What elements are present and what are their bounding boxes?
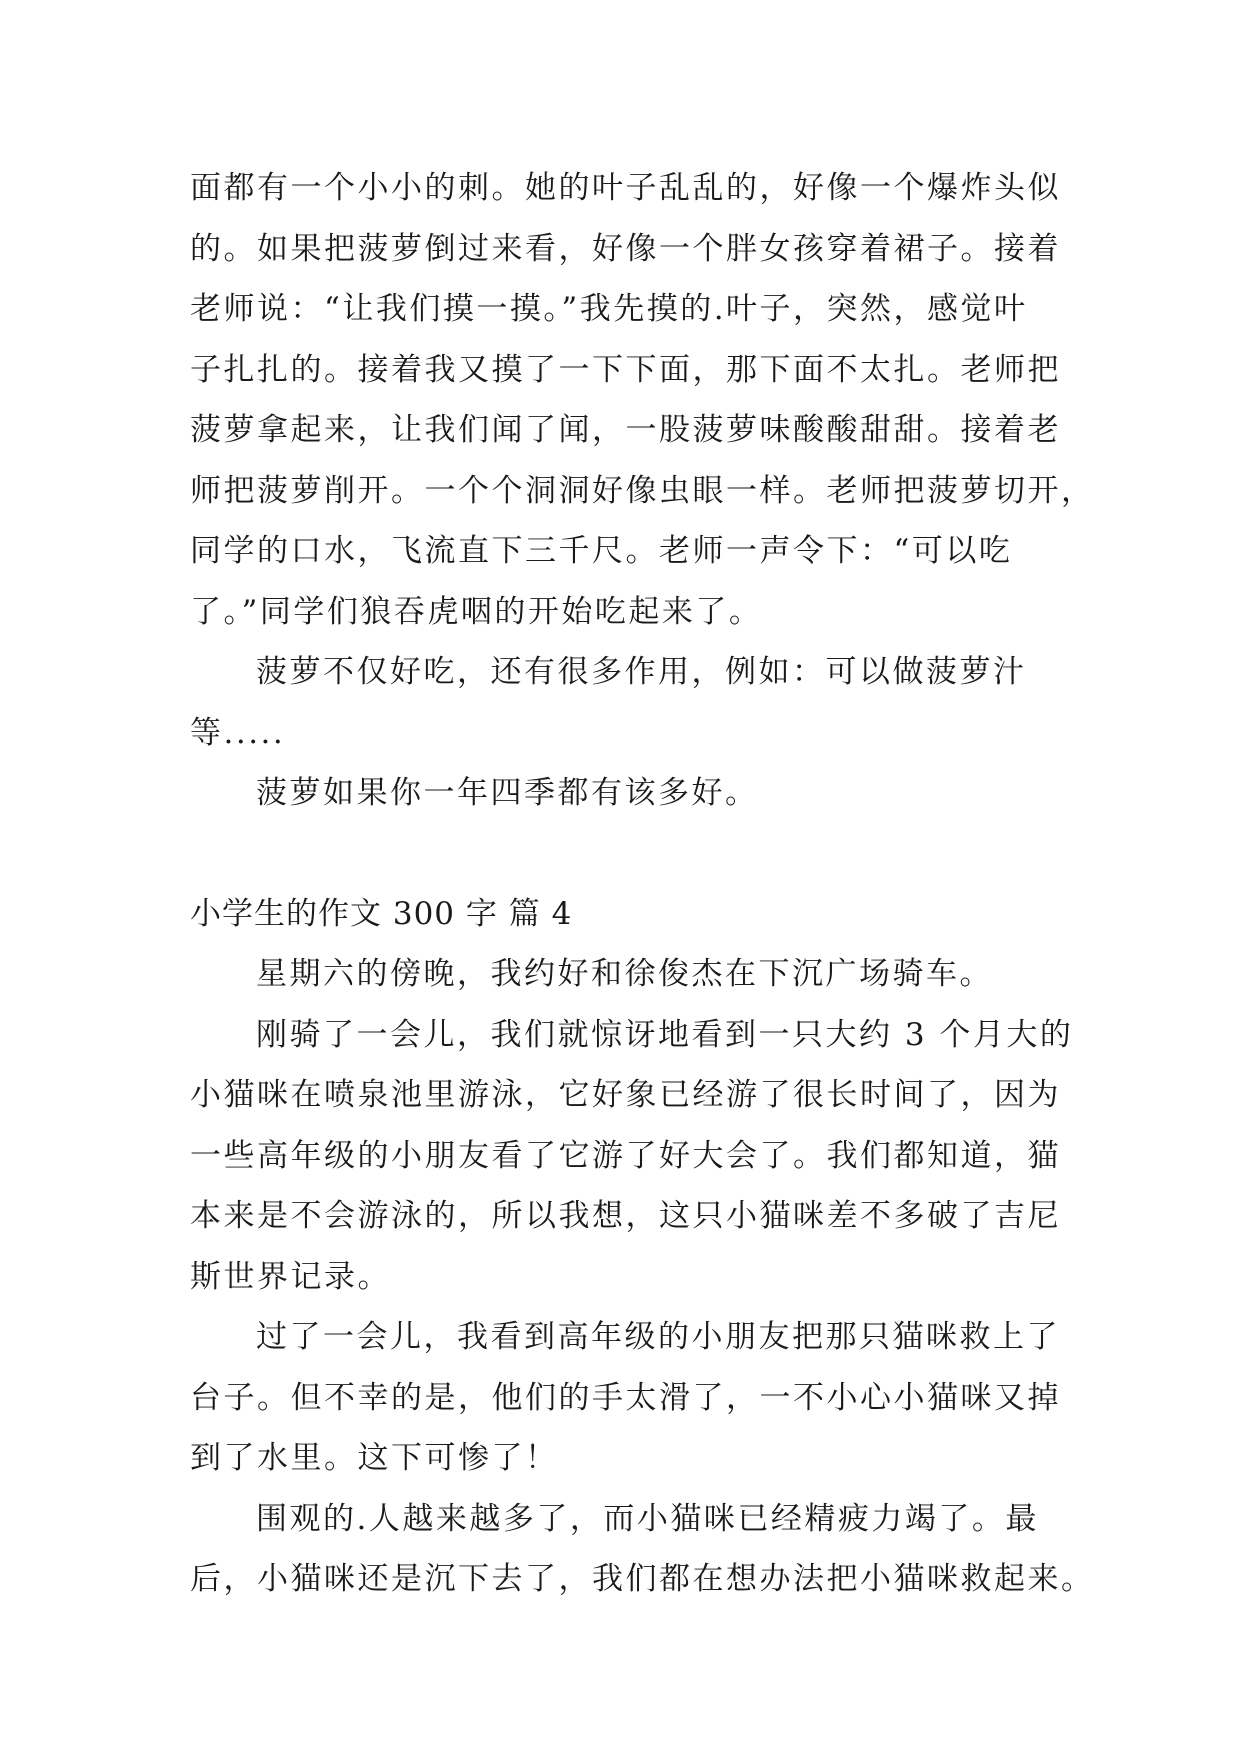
paragraph bbox=[190, 158, 1095, 642]
text-line: 师把菠萝削开。一个个洞洞好像虫眼一样。老师把菠萝切开， bbox=[190, 472, 1095, 509]
text-line: 子扎扎的。接着我又摸了一下下面，那下面不太扎。老师把 bbox=[190, 351, 1061, 388]
text-line: 菠萝如果你一年四季都有该多好。 bbox=[256, 775, 759, 811]
paragraph bbox=[190, 1489, 1095, 1610]
text-line: 了。”同学们狼吞虎咽的开始吃起来了。 bbox=[190, 593, 763, 630]
paragraph bbox=[190, 1005, 1074, 1308]
text-line: 的。如果把菠萝倒过来看，好像一个胖女孩穿着裙子。接着 bbox=[190, 230, 1061, 267]
text-line: 围观的.人越来越多了，而小猫咪已经精疲力竭了。最 bbox=[256, 1500, 1039, 1537]
text-line: 本来是不会游泳的，所以我想，这只小猫咪差不多破了吉尼 bbox=[190, 1198, 1061, 1234]
text-line: 一些高年级的小朋友看了它游了好大会了。我们都知道，猫 bbox=[190, 1137, 1061, 1174]
text-line: 过了一会儿，我看到高年级的小朋友把那只猫咪救上了 bbox=[256, 1319, 1060, 1355]
document-page bbox=[190, 158, 1095, 1610]
paragraph bbox=[190, 944, 1050, 1005]
paragraph bbox=[190, 642, 1050, 763]
section-gap bbox=[190, 824, 1050, 884]
text-line: 菠萝不仅好吃，还有很多作用，例如：可以做菠萝汁 bbox=[256, 654, 1027, 690]
paragraph bbox=[190, 763, 1050, 824]
text-line: 面都有一个小小的刺。她的叶子乱乱的，好像一个爆炸头似 bbox=[190, 170, 1061, 206]
text-line: 同学的口水，飞流直下三千尺。老师一声令下：“可以吃 bbox=[190, 533, 1013, 569]
text-line: 台子。但不幸的是，他们的手太滑了，一不小心小猫咪又掉 bbox=[190, 1379, 1061, 1416]
paragraph bbox=[190, 1307, 1061, 1489]
text-line: 到了水里。这下可惨了！ bbox=[190, 1440, 559, 1476]
text-line: 后，小猫咪还是沉下去了，我们都在想办法把小猫咪救起来。 bbox=[190, 1561, 1095, 1597]
text-line: 星期六的傍晚，我约好和徐俊杰在下沉广场骑车。 bbox=[256, 956, 993, 992]
text-line: 等..... bbox=[190, 714, 286, 751]
text-line: 小猫咪在喷泉池里游泳，它好象已经游了很长时间了，因为 bbox=[190, 1077, 1061, 1113]
text-line: 斯世界记录。 bbox=[190, 1258, 391, 1295]
text-line: 菠萝拿起来，让我们闻了闻，一股菠萝味酸酸甜甜。接着老 bbox=[190, 412, 1061, 448]
section-heading: 小学生的作文 300 字 篇 4 bbox=[190, 895, 573, 932]
text-line: 刚骑了一会儿，我们就惊讶地看到一只大约 3 个月大的 bbox=[256, 1016, 1074, 1053]
text-line: 老师说：“让我们摸一摸。”我先摸的.叶子，突然，感觉叶 bbox=[190, 291, 1028, 327]
